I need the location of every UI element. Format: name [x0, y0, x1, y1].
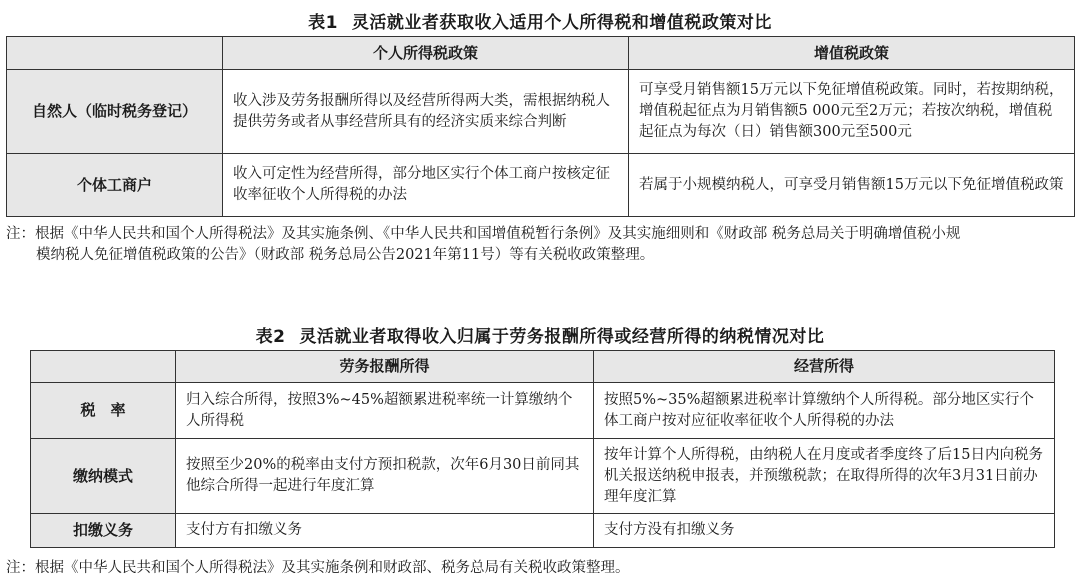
table2-header-row — [31, 351, 1055, 383]
table1-col-header: 个人所得税政策 — [223, 37, 629, 70]
table2-col-header: 经营所得 — [594, 351, 1055, 383]
table2-note: 注：根据《中华人民共和国个人所得税法》及其实施条例和财政部、税务总局有关税收政策整理。 — [6, 560, 630, 576]
table-cell: 按照至少20%的税率由支付方预扣税款，次年6月30日前同其他综合所得一起进行年度汇算 — [176, 439, 594, 514]
table2-col-header: 劳务报酬所得 — [176, 351, 594, 383]
table-row — [31, 514, 1055, 548]
table-cell: 支付方有扣缴义务 — [176, 514, 594, 548]
table-cell: 按照5%~35%超额累进税率计算缴纳个人所得税。部分地区实行个体工商户按对应征收率征收个人所得税的办法 — [594, 383, 1055, 439]
table1 — [6, 36, 1075, 217]
table-cell: 按年计算个人所得税，由纳税人在月度或者季度终了后15日内向税务机关报送纳税申报表，并预缴税款；在取得所得的次年3月31日前办理年度汇算 — [594, 439, 1055, 514]
table-cell: 支付方没有扣缴义务 — [594, 514, 1055, 548]
table2-corner-cell — [31, 351, 176, 383]
row-label: 自然人（临时税务登记） — [7, 70, 223, 154]
row-label: 缴纳模式 — [31, 439, 176, 514]
row-label: 个体工商户 — [7, 154, 223, 217]
table-cell: 归入综合所得，按照3%~45%超额累进税率统一计算缴纳个人所得税 — [176, 383, 594, 439]
table-row — [7, 70, 1075, 154]
table1-header-row — [7, 37, 1075, 70]
table2-title: 灵活就业者取得收入归属于劳务报酬所得或经营所得的纳税情况对比 — [299, 327, 825, 347]
table1-number: 表1 — [308, 13, 338, 33]
table2-caption — [0, 322, 1080, 347]
table1-col-header: 增值税政策 — [629, 37, 1075, 70]
table-row — [31, 383, 1055, 439]
table-row — [7, 154, 1075, 217]
table2 — [30, 350, 1055, 548]
table-cell: 若属于小规模纳税人，可享受月销售额15万元以下免征增值税政策 — [629, 154, 1075, 217]
table1-corner-cell — [7, 37, 223, 70]
table2-number: 表2 — [255, 327, 286, 347]
table1-note — [6, 224, 1074, 266]
table1-title: 灵活就业者获取收入适用个人所得税和增值税政策对比 — [351, 13, 772, 33]
table1-caption — [0, 8, 1080, 33]
table-row — [31, 439, 1055, 514]
table-cell: 收入涉及劳务报酬所得以及经营所得两大类，需根据纳税人提供劳务或者从事经营所具有的经济实质来综合判断 — [223, 70, 629, 154]
table-cell: 收入可定性为经营所得，部分地区实行个体工商户按核定征收率征收个人所得税的办法 — [223, 154, 629, 217]
table-cell: 可享受月销售额15万元以下免征增值税政策。同时，若按期纳税，增值税起征点为月销售额5 000元至2万元；若按次纳税，增值税起征点为每次（日）销售额300元至500元 — [629, 70, 1075, 154]
table1-note-line1: 注：根据《中华人民共和国个人所得税法》及其实施条例、《中华人民共和国增值税暂行条例》及其实施细则和《财政部 税务总局关于明确增值税小规 — [6, 226, 961, 242]
row-label: 税 率 — [31, 383, 176, 439]
table1-note-line2: 模纳税人免征增值税政策的公告》（财政部 税务总局公告2021年第11号）等有关税收政策整理。 — [36, 247, 655, 263]
row-label: 扣缴义务 — [31, 514, 176, 548]
